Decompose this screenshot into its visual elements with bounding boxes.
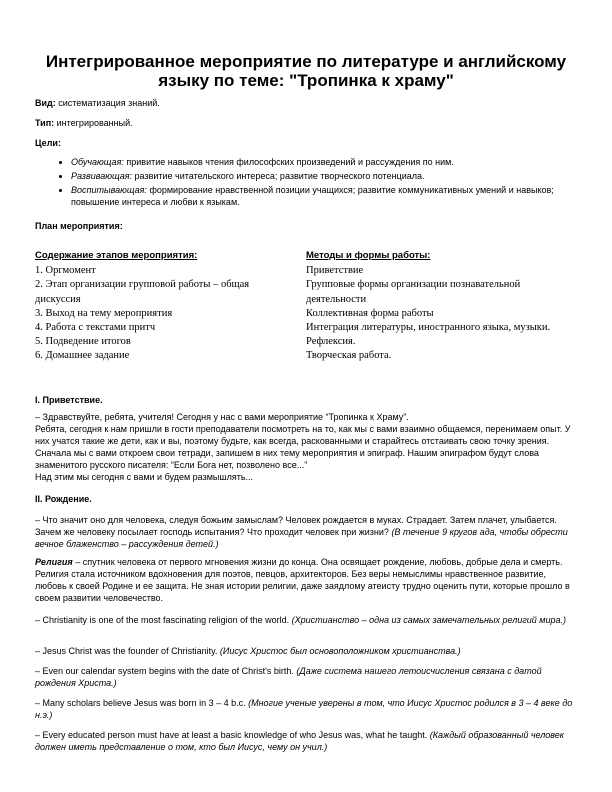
- question-answer: (В течение 9 кругов ада, чтобы обрести вечное блаженство – рассуждения детей.): [35, 527, 568, 549]
- tip-label: Тип:: [35, 118, 55, 128]
- method-item: Коллективная форма работы: [306, 307, 434, 319]
- english-line: [35, 665, 580, 689]
- english-line: [35, 645, 580, 657]
- goals-label: Цели:: [35, 138, 61, 148]
- vid-value: систематизация знаний.: [55, 98, 160, 108]
- method-item: Групповые формы организации познавательной деятельности: [306, 279, 521, 305]
- kind-line: [35, 117, 580, 129]
- goals-list: [53, 156, 591, 210]
- english-line: [35, 729, 580, 753]
- english-sentence: – Christianity is one of the most fascinating religion of the world.: [35, 615, 290, 625]
- question-text: – Что значит оно для человека, следуя божьим замыслам? Человек рождается в муках. Страдает. Затем плачет, улыбается. Зачем же человеку посылает господь испытания? Что проходит человек при жизни?: [35, 515, 557, 537]
- goal-text: привитие навыков чтения философских произведений и рассуждения по ним.: [123, 157, 454, 167]
- russian-translation: (Иисус Христос был основоположником христианства.): [217, 646, 461, 656]
- methods-column: [306, 249, 568, 364]
- method-item: Творческая работа.: [306, 350, 392, 362]
- stage-item: 3. Выход на тему мероприятия: [35, 307, 173, 319]
- stages-column: [35, 249, 280, 364]
- english-sentence: – Many scholars believe Jesus was born in 3 – 4 b.c.: [35, 698, 246, 708]
- goal-item: [71, 156, 591, 168]
- section2-heading: II. Рождение.: [35, 494, 92, 504]
- section1-closing: Над этим мы сегодня с вами и будем размышлять...: [35, 472, 254, 482]
- religion-paragraph: [35, 556, 580, 604]
- stage-item: 4. Работа с текстами притч: [35, 322, 156, 334]
- type-line: [35, 97, 580, 109]
- goal-term: Воспитывающая:: [71, 185, 147, 195]
- stage-item: 2. Этап организации групповой работы – общая дискуссия: [35, 279, 250, 305]
- section1-greeting: – Здравствуйте, ребята, учителя! Сегодня у нас с вами мероприятие “Тропинка к Храму”.: [35, 412, 409, 422]
- stage-item: 1. Оргмомент: [35, 265, 96, 277]
- stages-header: Содержание этапов мероприятия:: [35, 250, 198, 261]
- method-item: Рефлексия.: [306, 336, 356, 348]
- goal-text: формирование нравственной позиции учащихся; развитие коммуникативных умений и навыков; повышение интереса и любви к языкам.: [71, 185, 554, 207]
- english-sentence: – Jesus Christ was the founder of Christianity.: [35, 646, 218, 656]
- russian-translation: (Многие ученые уверены в том, что Иисус Христос родился в 3 – 4 веке до н.э.): [35, 698, 573, 720]
- religion-text: – спутник человека от первого мгновения жизни до конца. Она освящает рождение, любовь, добрые дела и смерть. Религия стала источником вдохновения для поэтов, певцов, архитекторов. Без веры немыслимы нравственное развитие, любовь к своей Родине и ее защита. Не зная истории религии, даже заядлому атеисту трудно оценить пути, которые прошло в своем развитии человечество.: [35, 557, 570, 603]
- section2-question: [35, 514, 580, 550]
- english-sentence: – Every educated person must have at least a basic knowledge of who Jesus was, what he taught.: [35, 730, 428, 740]
- stage-item: 6. Домашнее задание: [35, 350, 130, 362]
- english-sentence: – Even our calendar system begins with the date of Christ's birth.: [35, 666, 294, 676]
- stage-item: 5. Подведение итогов: [35, 336, 131, 348]
- russian-translation: (Даже система нашего летоисчисления связана с датой рождения Христа.): [35, 666, 542, 688]
- document-title: Интегрированное мероприятие по литературе и английскому языку по теме: "Тропинка к храму": [45, 52, 567, 90]
- goal-item: [71, 184, 591, 208]
- goal-term: Обучающая:: [71, 157, 124, 167]
- section1-heading: I. Приветствие.: [35, 395, 103, 405]
- russian-translation: (Христианство – одна из самых замечательных религий мира.): [289, 615, 566, 625]
- english-line: [35, 697, 580, 721]
- goal-item: [71, 170, 591, 182]
- tip-value: интегрированный.: [54, 118, 133, 128]
- section1-body: Ребята, сегодня к нам пришли в гости преподаватели посмотреть на то, как мы с вами взаимно общаемся, перенимаем опыт. У них учатся такие же дети, как и вы, поэтому будьте, как всегда, раскованными и старайтесь отстаивать свою точку зрения. Сначала мы с вами откроем свои тетради, запишем в них тему мероприятия и эпиграф. Нашим эпиграфом будут слова знаменитого русского писателя: “Если Бога нет, позволено все...”: [35, 424, 571, 470]
- religion-term: Религия: [35, 557, 73, 567]
- method-item: Приветствие: [306, 265, 364, 277]
- vid-label: Вид:: [35, 98, 56, 108]
- method-item: Интеграция литературы, иностранного языка, музыки.: [306, 322, 551, 334]
- english-line: [35, 614, 580, 626]
- goal-term: Развивающая:: [71, 171, 133, 181]
- methods-header: Методы и формы работы:: [306, 250, 431, 261]
- russian-translation: (Каждый образованный человек должен иметь представление о том, кто был Иисус, чему он учил.): [35, 730, 565, 752]
- goal-text: развитие читательского интереса; развитие творческого потенциала.: [132, 171, 425, 181]
- plan-label: План мероприятия:: [35, 221, 123, 231]
